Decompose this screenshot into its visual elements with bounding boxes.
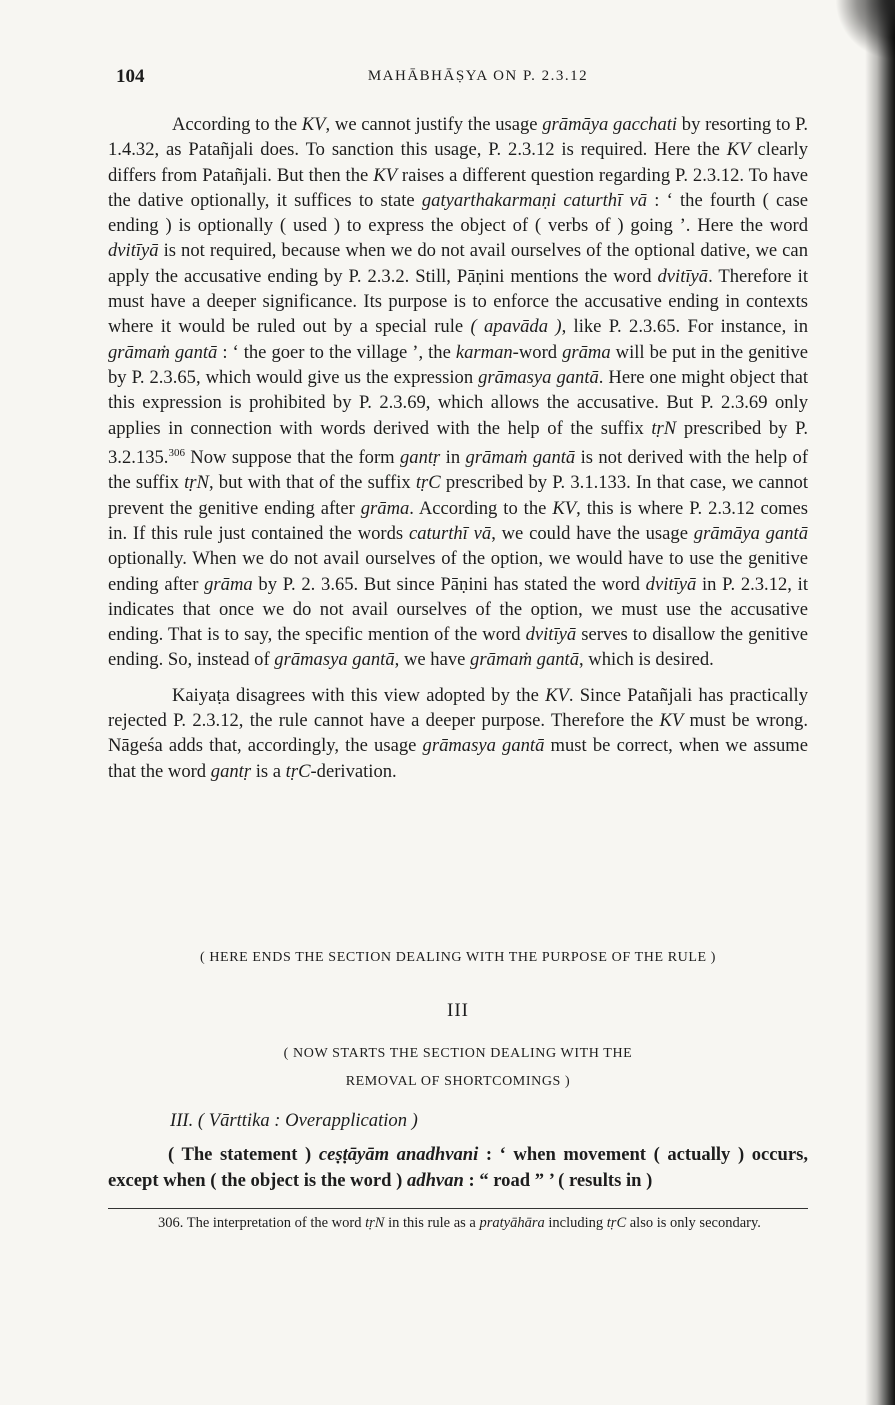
- section-start-line: ( NOW STARTS THE SECTION DEALING WITH THE: [283, 1046, 633, 1061]
- page-header: [108, 66, 808, 96]
- paragraph: Kaiyaṭa disagrees with this view adopted by the KV. Since Patañjali has practically rejected P. 2.3.12, the rule cannot have a deeper purpose. Therefore the KV must be wrong. Nāgeśa adds that, accordingly, the usage grāmasya gantā must be correct, when we assume that the word gantṛ is a tṛC-derivation.: [108, 684, 809, 782]
- page-number: 104: [116, 66, 145, 87]
- page-corner-shadow: [835, 0, 895, 60]
- section-number: III: [447, 1000, 469, 1021]
- paragraph: According to the KV, we cannot justify the usage grāmāya gacchati by resorting to P. 1.4.32, as Patañjali does. To sanction this usage, P. 2.3.12 is required. Here the KV clearly differs from Patañjali. But then the KV raises a different question regarding P. 2.3.12. To have the dative optionally, it suffices to state gatyarthakarmaṇi caturthī vā : ‘ the fourth ( case ending ) is optionally ( used ) to express the object of ( verbs of ) going ’. Here the word dvitīyā is not required, because when we do not avail ourselves of the optional dative, we can apply the accusative ending by P. 2.3.2. Still, Pāṇini mentions the word dvitīyā. Therefore it must have a deeper significance. Its purpose is to enforce the accusative ending in contexts where it would be ruled out by a special rule ( apavāda ), like P. 2.3.65. For instance, in grāmaṁ gantā : ‘ the goer to the village ’, the karman-word grāma will be put in the genitive by P. 2.3.65, which would give us the expression grāmasya gantā. Here one might object that this expression is prohibited by P. 2.3.69, which allows the accusative. But P. 2.3.69 only applies in connection with words derived with the help of the suffix tṛN prescribed by P. 3.2.135.$^{306}$ Now suppose that the form gantṛ in grāmaṁ gantā is not derived with the help of the suffix tṛN, but with that of the suffix tṛC prescribed by P. 3.1.133. In that case, we cannot prevent the genitive ending after grāma. According to the KV, this is where P. 2.3.12 comes in. If this rule just contained the words caturthī vā, we could have the usage grāmāya gantā optionally. When we do not avail ourselves of the option, we would have to use the genitive ending after grāma by P. 2. 3.65. But since Pāṇini has stated the word dvitīyā in P. 2.3.12, it indicates that once we do not avail ourselves of the option, we must use the accusative ending. That is to say, the specific mention of the word dvitīyā serves to disallow the genitive ending. So, instead of grāmasya gantā, we have grāmaṁ gantā, which is desired.: [108, 114, 809, 671]
- footnote: 306. The interpretation of the word tṛN in this rule as a pratyāhāra including tṛC also is only secondary.: [158, 1215, 761, 1231]
- section-start-line: REMOVAL OF SHORTCOMINGS ): [345, 1074, 571, 1089]
- vartika-heading: III. ( Vārttika : Overapplication ): [170, 1110, 418, 1131]
- footnote-divider: [108, 1208, 808, 1209]
- main-text: [108, 112, 808, 784]
- statement-text: ( The statement ) ceṣṭāyām anadhvani : ‘ when movement ( actually ) occurs, except when ( the object is the word ) adhvan : “ road ” ’ ( results in ): [108, 1144, 808, 1191]
- section-start-note: [108, 1040, 808, 1096]
- running-title: MAHĀBHĀṢYA ON P. 2.3.12: [367, 68, 589, 84]
- section-end-note: ( HERE ENDS THE SECTION DEALING WITH THE PURPOSE OF THE RULE ): [199, 950, 717, 965]
- page-edge-shadow: [865, 0, 895, 1405]
